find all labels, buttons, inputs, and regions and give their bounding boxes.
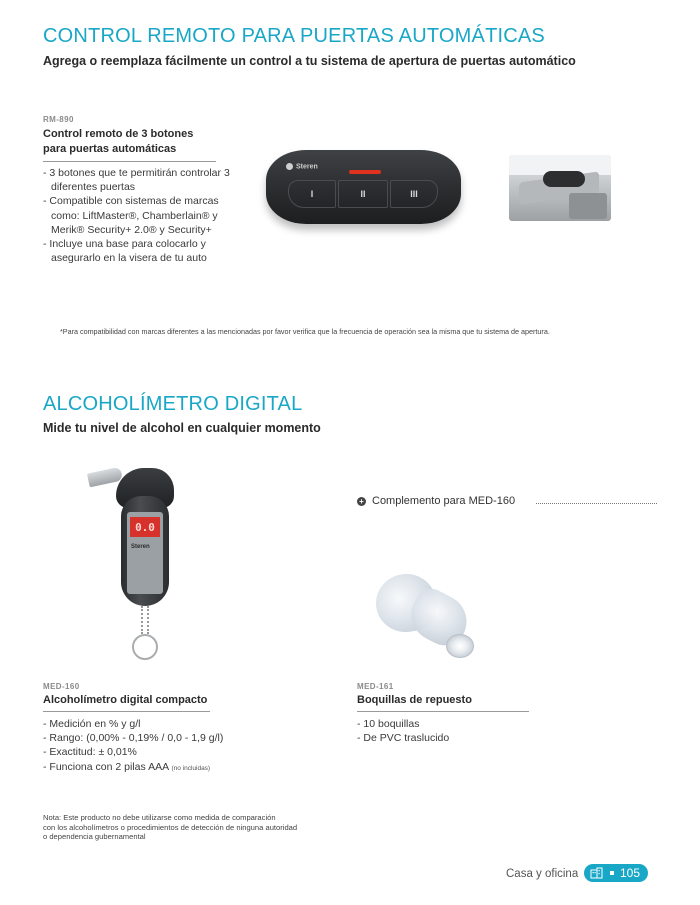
product-title [43,127,243,157]
list-item: - Medición en % y g/l [43,717,303,731]
footer-category: Casa y oficina [506,868,579,880]
separator-dot [610,871,614,875]
regulatory-note [43,813,343,842]
complement-label [357,495,515,507]
visor-clip [569,193,607,219]
section-subtitle-remote: Agrega o reemplaza fácilmente un control a tu sistema de apertura de puertas automático [43,54,576,68]
product-title: Boquillas de repuesto [357,694,472,706]
breathalyzer-image [88,462,183,667]
bullet-note: (no incluidas) [171,764,211,772]
section-title-remote: CONTROL REMOTO PARA PUERTAS AUTOMÁTICAS [43,25,545,47]
list-item: - Exactitud: ± 0,01% [43,745,303,759]
brand-logo: Steren [131,544,150,550]
note-line: con los alcoholímetros o procedimientos de detección de ninguna autoridad [43,822,298,832]
note-line: o dependencia gubernamental [43,832,146,841]
remote-control-image [266,150,461,228]
section-subtitle-alcohol: Mide tu nivel de alcohol en cualquier momento [43,421,321,435]
remote-button-1: I [288,180,336,208]
page-number: 105 [620,866,641,880]
divider [43,161,216,162]
list-item-text: Funciona con 2 pilas AAA [49,760,169,773]
visor-mount-photo [509,155,611,221]
plus-circle-icon: + [357,497,366,506]
list-item: - Rango: (0,00% - 0,19% / 0,0 - 1,9 g/l) [43,731,303,745]
product-code: RM-890 [43,115,74,124]
divider [43,711,210,712]
status-led [349,170,381,174]
note-line: Nota: Este producto no debe utilizarse como medida de comparación [43,813,276,822]
feature-list [43,166,243,265]
mounted-remote [543,171,585,187]
list-item: - Incluye una base para colocarlo y asegurarlo en la visera de tu auto [43,237,243,265]
keychain-link [141,606,149,634]
product-title-line: para puertas automáticas [43,143,177,155]
mouthpiece-image [372,568,484,664]
list-item: - Compatible con sistemas de marcas como: LiftMaster®, Chamberlain® y Merik® Security+ 2.0® y Security+ [43,194,243,237]
remote-button-2: II [338,180,388,208]
list-item: - 3 botones que te permitirán controlar 3 diferentes puertas [43,166,243,194]
list-item [43,760,303,776]
complement-text: Complemento para MED-160 [372,495,516,507]
dotted-leader [536,503,657,504]
lcd-display: 0.0 [130,517,160,537]
brand-name: Steren [296,163,318,171]
remote-button-3: III [390,180,438,208]
brand-logo [286,163,318,170]
product-title-line: Control remoto de 3 botones [43,128,194,140]
feature-list [357,717,557,745]
compatibility-disclaimer: *Para compatibilidad con marcas diferentes a las mencionadas por favor verifica que la frecuencia de operación sea la misma que tu sistema de apertura. [60,327,550,336]
divider [357,711,529,712]
list-item: - De PVC traslucido [357,731,557,745]
product-title: Alcoholímetro digital compacto [43,694,208,706]
section-title-alcohol: ALCOHOLÍMETRO DIGITAL [43,393,303,415]
mouthpiece-opening [446,634,474,658]
feature-list [43,717,303,776]
logo-icon [286,163,293,170]
product-code: MED-160 [43,682,80,691]
product-code: MED-161 [357,682,394,691]
list-item: - 10 boquillas [357,717,557,731]
page-badge [584,864,648,882]
keyring [132,634,158,660]
building-icon [590,867,604,879]
